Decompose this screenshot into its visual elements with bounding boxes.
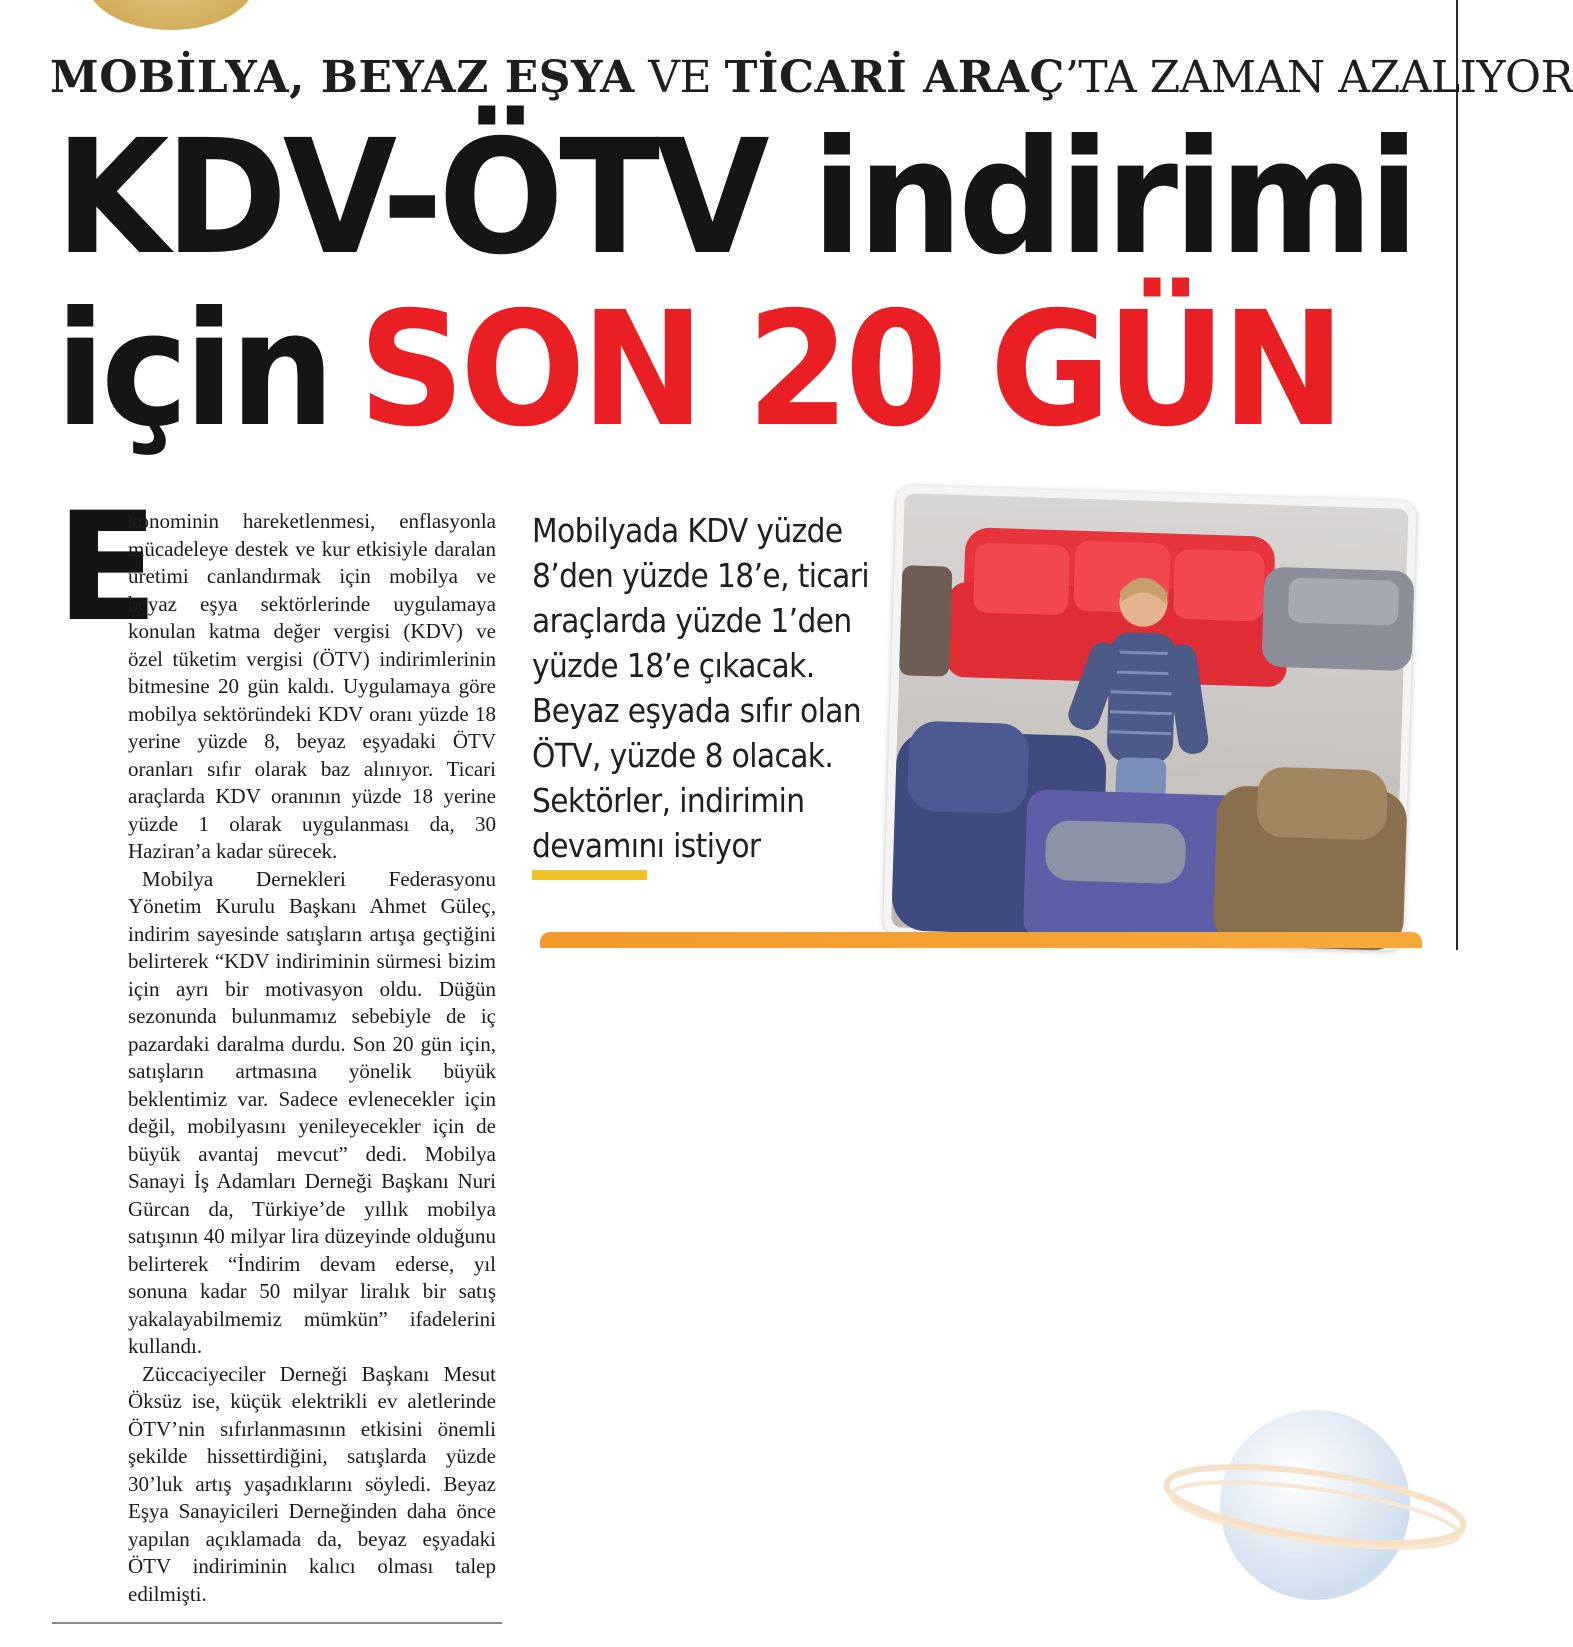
kicker-part-3: TİCARİ ARAÇ: [724, 52, 1065, 103]
headline-line-2-red: SON 20 GÜN: [358, 278, 1341, 462]
kicker-part-1: MOBİLYA, BEYAZ EŞYA: [50, 52, 635, 103]
headline-line-2: [55, 278, 1341, 462]
drop-cap: E: [56, 481, 159, 655]
column-rule: [1456, 0, 1458, 950]
kicker-part-4: ’TA ZAMAN AZALIYOR: [1064, 52, 1573, 103]
headline-line-2-black: için: [55, 278, 331, 462]
summary-callout: Mobilyada KDV yüzde 8’den yüzde 18’e, ticari araçlarda yüzde 1’den yüzde 18’e çıkacak. Beyaz eşyada sıfır olan ÖTV, yüzde 8 olacak. Sektörler, indirimin devamını istiyor: [532, 511, 869, 865]
article-paragraph-3: Züccaciyeciler Derneği Başkanı Mesut Öksüz ise, küçük elektrikli ev aletlerinde ÖTV’nin sıfırlanmasının etkisini önemli şekilde hissettirdiğini, satışlarda yüzde 30’luk artış yaşadıklarını söyledi. Beyaz Eşya Sanayicileri Derneğinden daha önce yapılan açıklamada da, beyaz eşyadaki ÖTV indiriminin kalıcı olması talep edilmişti.: [128, 1361, 496, 1606]
headline-line-1: KDV-ÖTV indirimi: [55, 106, 1415, 290]
article-photo: [883, 485, 1417, 951]
article-paragraph-2: Mobilya Dernekleri Federasyonu Yönetim Kurulu Başkanı Ahmet Güleç, indirim sayesinde satışların artışa geçtiğini belirterek “KDV indiriminin sürmesi bizim için ayrı bir motivasyon oldu. Düğün sezonunda bulunmamız sebebiyle de iç pazardaki daralma durdu. Son 20 gün için, satışların artmasına yönelik büyük beklentimiz var. Sadece evlenecekler için değil, mobilyasını yenileyecekler için de büyük avantaj mevcut” dedi. Mobilya Sanayi İş Adamları Derneği Başkanı Nuri Gürcan da, Türkiye’de yıllık mobilya satışının 40 milyar lira düzeyinde olduğunu belirterek “İndirim devam ederse, yıl sonuna kadar 50 milyar liralık bir satış yakalayabilmemiz mümkün” ifadelerini kullandı.: [128, 866, 496, 1358]
bottom-rule: [52, 1622, 502, 1624]
kicker-headline: [50, 52, 1573, 104]
article-body: [128, 508, 496, 1608]
decorative-planet-icon: [1165, 1395, 1465, 1615]
kicker-part-2: VE: [634, 52, 725, 103]
furniture-store-photo: [883, 485, 1417, 951]
photo-accent-bar: [540, 932, 1422, 948]
article-paragraph-1: konominin hareketlenmesi, enflasyonla mücadeleye destek ve kur etkisiyle daralan üretimi canlandırmak için mobilya ve beyaz eşya sektörlerinde uygulamaya konulan katma değer vergisi (KDV) ve özel tüketim vergisi (ÖTV) indirimlerinin bitmesine 20 gün kaldı. Uygulamaya göre mobilya sektöründeki KDV oranı yüzde 18 yerine yüzde 8, beyaz eşyadaki ÖTV oranları sıfır olarak baz alınıyor. Ticari araçlarda KDV oranının yüzde 18 yerine yüzde 1 olarak uygulanması da, 30 Haziran’a kadar sürecek.: [128, 509, 496, 863]
summary-accent-bar: [532, 870, 647, 880]
decorative-circle: [86, 0, 256, 30]
